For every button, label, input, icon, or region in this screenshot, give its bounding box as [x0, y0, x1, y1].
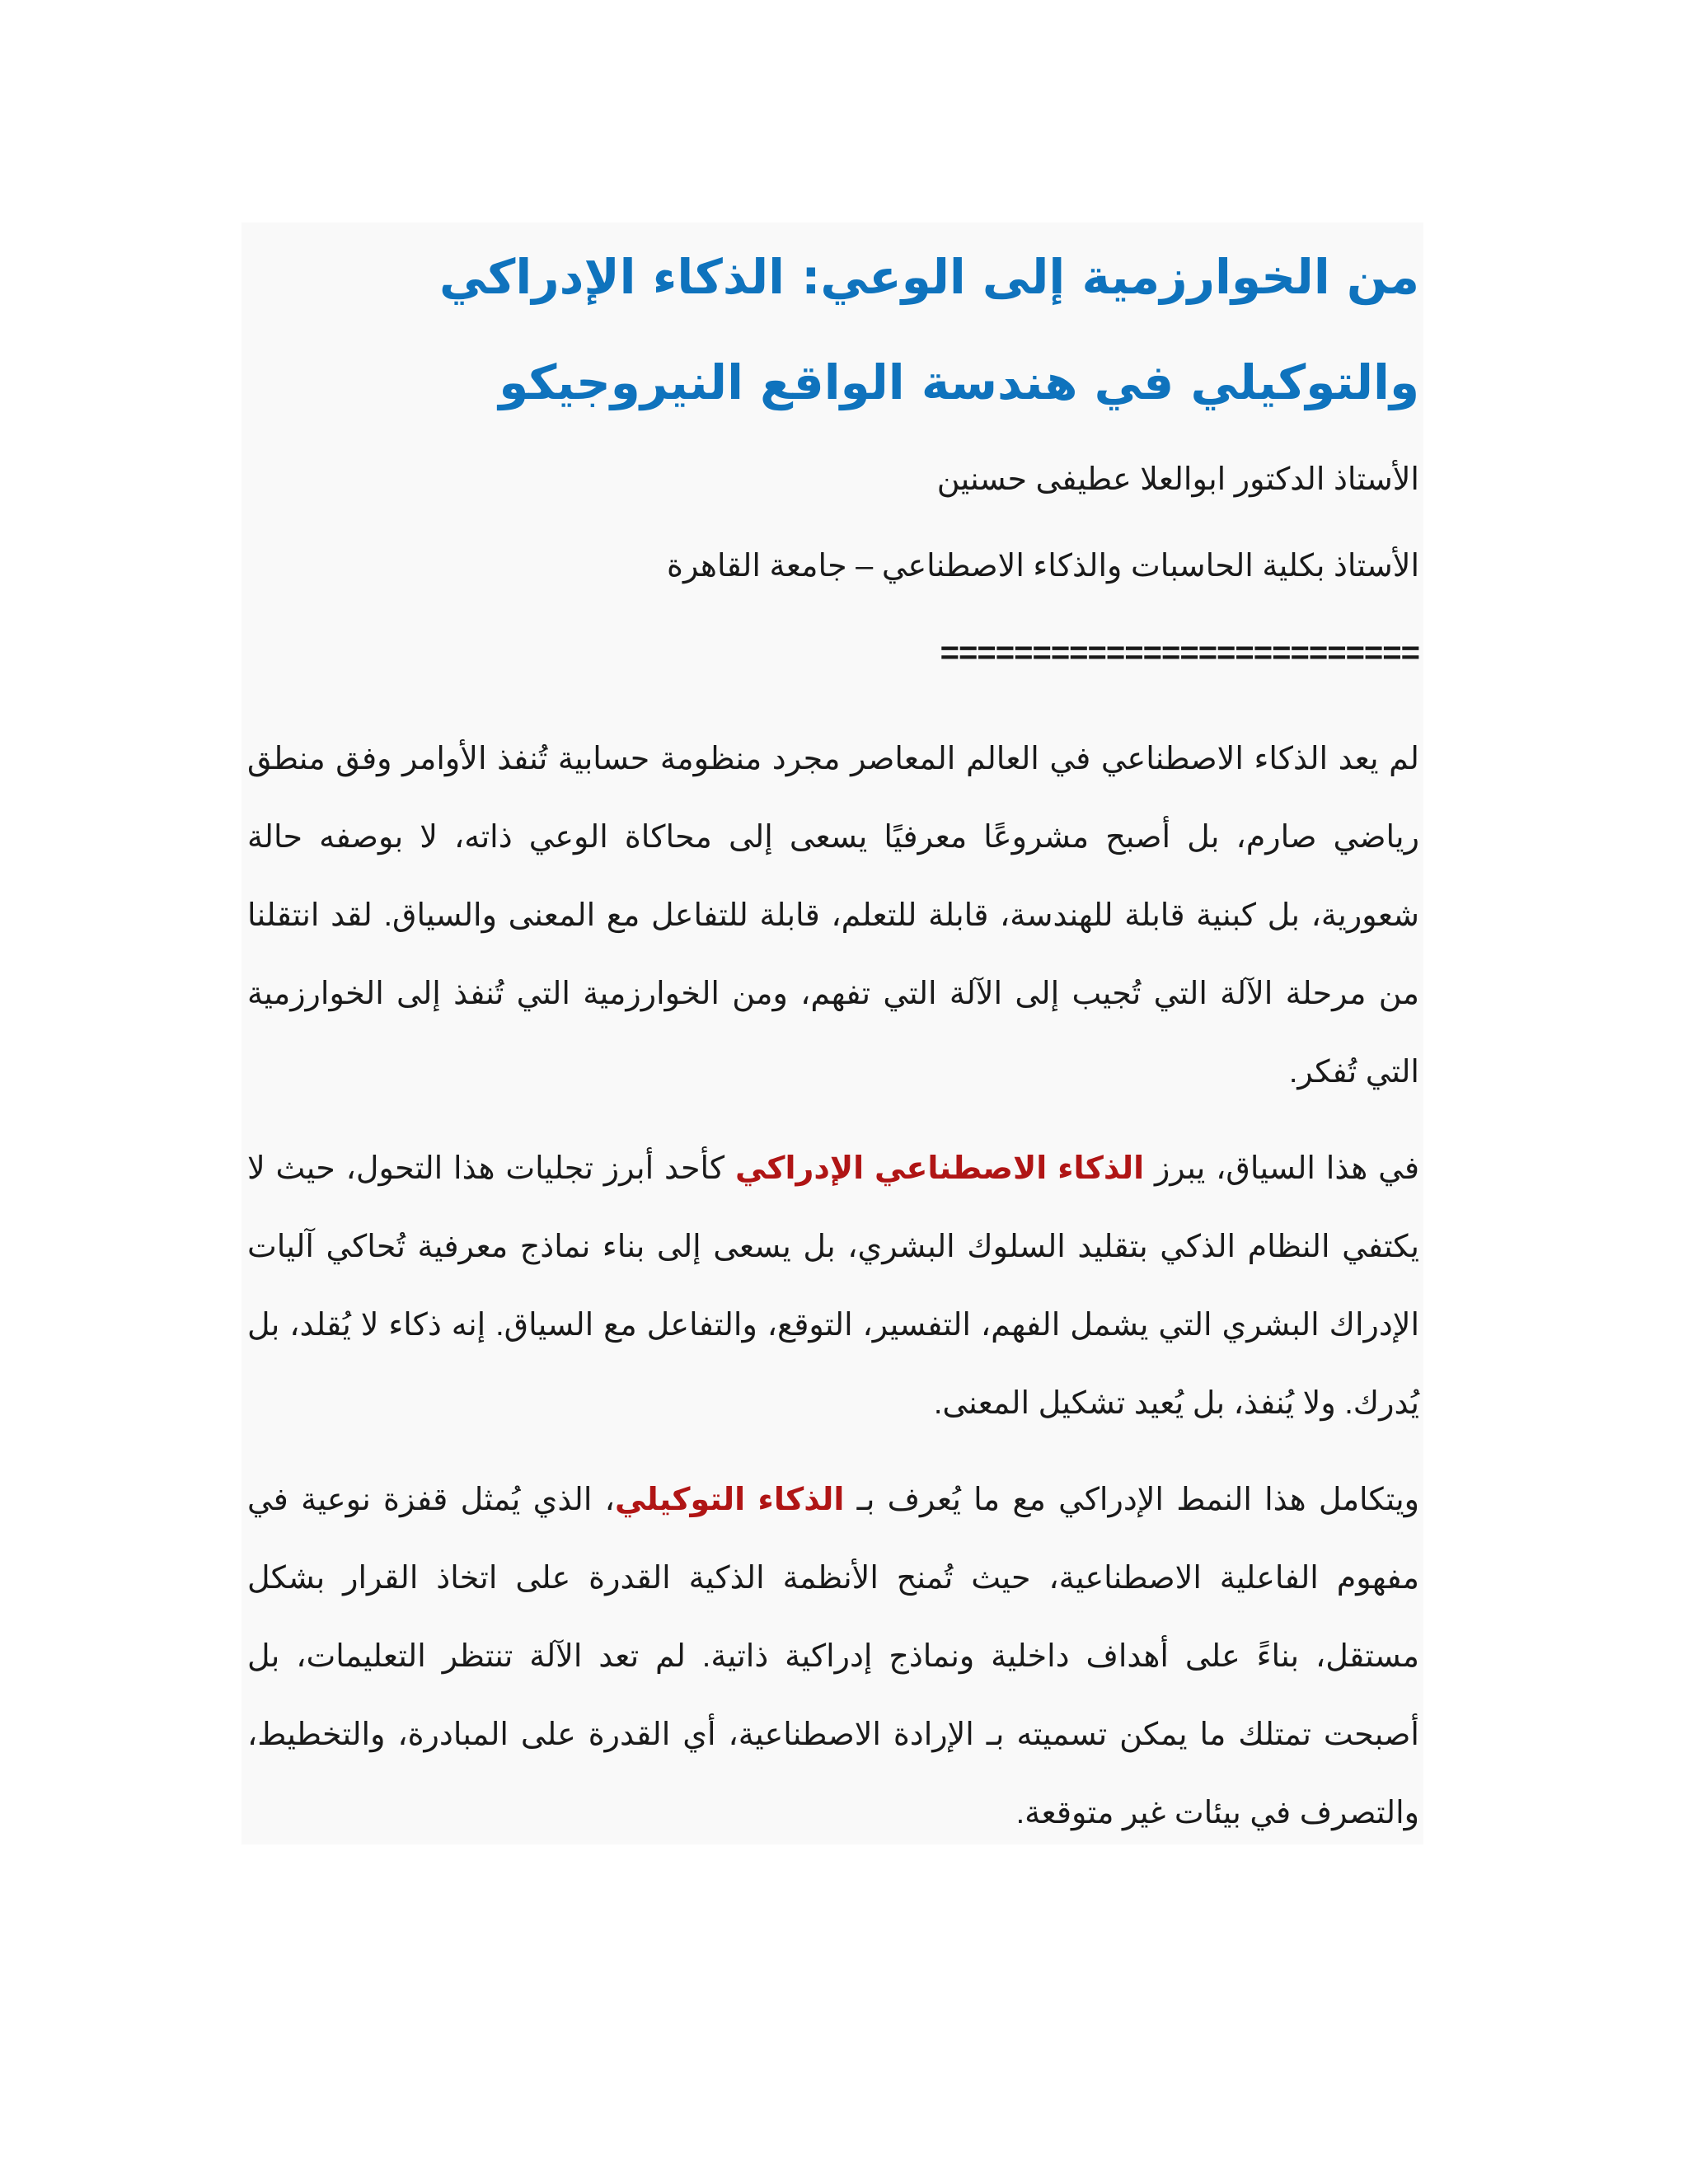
highlight-agentic-ai: الذكاء التوكيلي: [614, 1483, 845, 1517]
paragraph-text-after: ، الذي يُمثل قفزة نوعية في مفهوم الفاعلية الاصطناعية، حيث تُمنح الأنظمة الذكية القدرة على اتخاذ القرار بشكل مستقل، بناءً على أهداف داخلية ونماذج إدراكية ذاتية. لم تعد الآلة تنتظر التعليمات، بل أصبحت تمتلك ما يمكن تسميته بـ الإرادة الاصطناعية، أي القدرة على المبادرة، والتخطيط، والتصرف في بيئات غير متوقعة.: [247, 1483, 1419, 1830]
article-title: من الخوارزمية إلى الوعي: الذكاء الإدراكي والتوكيلي في هندسة الواقع النيروجيكو: [439, 249, 1419, 410]
author-affiliation: الأستاذ بكلية الحاسبات والذكاء الاصطناعي – جامعة القاهرة: [667, 549, 1419, 583]
paragraph-cognitive-ai: [247, 1130, 1419, 1443]
paragraph-agentic-ai: [247, 1461, 1419, 1853]
paragraph-text-before: ويتكامل هذا النمط الإدراكي مع ما يُعرف بـ: [844, 1483, 1420, 1517]
paragraph-text-before: في هذا السياق، يبرز: [1144, 1151, 1419, 1186]
author-name: الأستاذ الدكتور ابوالعلا عطيفى حسنين: [936, 462, 1419, 497]
highlight-cognitive-ai: الذكاء الاصطناعي الإدراكي: [734, 1151, 1145, 1186]
article-body: [247, 224, 1419, 1853]
section-divider: ==========================: [940, 635, 1419, 671]
paragraph-intro: لم يعد الذكاء الاصطناعي في العالم المعاصر مجرد منظومة حسابية تُنفذ الأوامر وفق منطق رياضي صارم، بل أصبح مشروعًا معرفيًا يسعى إلى محاكاة الوعي ذاته، لا بوصفه حالة شعورية، بل كبنية قابلة للهندسة، قابلة للتعلم، قابلة للتفاعل مع المعنى والسياق. لقد انتقلنا من مرحلة الآلة التي تُجيب إلى الآلة التي تفهم، ومن الخوارزمية التي تُنفذ إلى الخوارزمية التي تُفكر.: [247, 742, 1419, 1090]
paragraph-text-after: كأحد أبرز تجليات هذا التحول، حيث لا يكتفي النظام الذكي بتقليد السلوك البشري، بل يسعى إلى بناء نماذج معرفية تُحاكي آليات الإدراك البشري التي يشمل الفهم، التفسير، التوقع، والتفاعل مع السياق. إنه ذكاء لا يُقلد، بل يُدرك. ولا يُنفذ، بل يُعيد تشكيل المعنى.: [247, 1151, 1419, 1421]
